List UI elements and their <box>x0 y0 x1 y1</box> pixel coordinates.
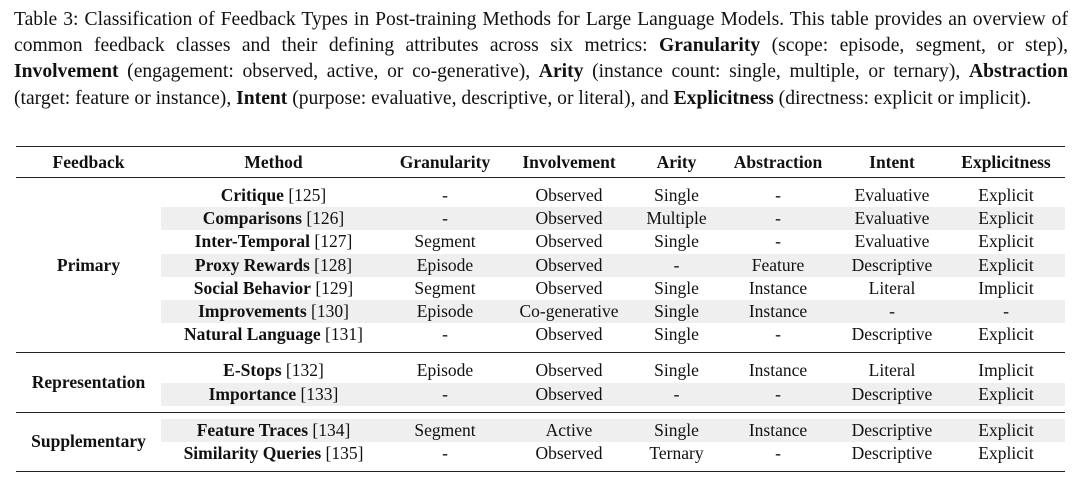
feedback-group-label: Primary <box>16 184 161 346</box>
caption-arity-term: Arity <box>538 61 584 83</box>
caption-granularity-term: Granularity <box>658 35 761 57</box>
granularity-cell: - <box>386 442 504 465</box>
method-name: Social Behavior <box>193 277 311 298</box>
header-granularity: Granularity <box>386 147 504 178</box>
table-caption <box>14 7 1068 112</box>
granularity-cell: Segment <box>386 230 504 253</box>
header-intent: Intent <box>837 147 947 178</box>
abstraction-cell: - <box>719 323 837 346</box>
abstraction-cell: - <box>719 383 837 406</box>
explicitness-cell: Explicit <box>947 230 1065 253</box>
arity-cell: - <box>634 254 719 277</box>
abstraction-cell: Instance <box>719 277 837 300</box>
granularity-cell: Episode <box>386 300 504 323</box>
method-cell <box>161 184 386 207</box>
intent-cell: Descriptive <box>837 254 947 277</box>
granularity-cell: - <box>386 383 504 406</box>
explicitness-cell: Explicit <box>947 184 1065 207</box>
method-cell <box>161 442 386 465</box>
abstraction-cell: - <box>719 442 837 465</box>
method-cell <box>161 419 386 442</box>
method-cell <box>161 230 386 253</box>
granularity-cell: - <box>386 323 504 346</box>
caption-abstraction-term: Abstraction <box>968 61 1068 83</box>
intent-cell: Evaluative <box>837 184 947 207</box>
granularity-cell: Episode <box>386 254 504 277</box>
table-row <box>16 419 1065 442</box>
method-cell <box>161 323 386 346</box>
table-row <box>16 300 1065 323</box>
abstraction-cell: Instance <box>719 300 837 323</box>
involvement-cell: Co-generative <box>504 300 634 323</box>
table-body <box>16 178 1065 473</box>
table-row <box>16 230 1065 253</box>
granularity-cell: Episode <box>386 359 504 382</box>
caption-involvement-desc: (engagement: observed, active, or co-generative), <box>118 61 539 83</box>
method-citation: [134] <box>308 419 351 440</box>
method-name: Importance <box>208 383 297 404</box>
header-involvement: Involvement <box>504 147 634 178</box>
method-name: Feature Traces <box>196 419 308 440</box>
method-citation: [132] <box>281 360 324 381</box>
granularity-cell: - <box>386 184 504 207</box>
arity-cell: - <box>634 383 719 406</box>
table-row <box>16 359 1065 382</box>
method-name: Critique <box>220 185 284 205</box>
arity-cell: Single <box>634 230 719 253</box>
abstraction-cell: - <box>719 184 837 207</box>
involvement-cell: Observed <box>504 323 634 346</box>
involvement-cell: Observed <box>504 207 634 230</box>
involvement-cell: Observed <box>504 184 634 207</box>
caption-intro: Table 3: Classification of Feedback Types in Post-training Methods for Large Language Models. This table provides an overview of common feedback classes and their defining attributes across six metrics: <box>14 9 1068 57</box>
method-citation: [131] <box>320 324 363 345</box>
method-cell <box>161 383 386 406</box>
caption-explicitness-desc: (directness: explicit or implicit). <box>773 87 1032 109</box>
header-method: Method <box>161 147 386 178</box>
caption-intent-term: Intent <box>236 87 288 109</box>
arity-cell: Single <box>634 419 719 442</box>
caption-explicitness-term: Explicitness <box>673 87 774 109</box>
involvement-cell: Observed <box>504 359 634 382</box>
header-row <box>16 147 1065 178</box>
method-name: Comparisons <box>202 208 302 229</box>
abstraction-cell: Feature <box>719 254 837 277</box>
explicitness-cell: Explicit <box>947 419 1065 442</box>
header-abstraction: Abstraction <box>719 147 837 178</box>
granularity-cell: Segment <box>386 419 504 442</box>
table-row <box>16 277 1065 300</box>
feedback-group-label: Supplementary <box>16 419 161 465</box>
explicitness-cell: Explicit <box>947 207 1065 230</box>
caption-involvement-term: Involvement <box>14 61 119 83</box>
table-row <box>16 323 1065 346</box>
abstraction-cell: - <box>719 230 837 253</box>
header-explicitness: Explicitness <box>947 147 1065 178</box>
intent-cell: Literal <box>837 277 947 300</box>
caption-arity-desc: (instance count: single, multiple, or ternary), <box>583 61 969 83</box>
method-name: Proxy Rewards <box>194 254 310 275</box>
feedback-classification-table <box>16 146 1065 472</box>
bottom-rule-cell <box>16 472 1065 473</box>
arity-cell: Single <box>634 300 719 323</box>
intent-cell: Evaluative <box>837 230 947 253</box>
explicitness-cell: Explicit <box>947 254 1065 277</box>
table-row <box>16 207 1065 230</box>
abstraction-cell: Instance <box>719 359 837 382</box>
involvement-cell: Active <box>504 419 634 442</box>
table-header <box>16 147 1065 178</box>
method-cell <box>161 300 386 323</box>
intent-cell: Literal <box>837 359 947 382</box>
bottom-rule <box>16 472 1065 473</box>
method-citation: [125] <box>283 185 327 205</box>
header-arity: Arity <box>634 147 719 178</box>
method-cell <box>161 254 386 277</box>
method-citation: [128] <box>309 254 353 275</box>
caption-intent-desc: (purpose: evaluative, descriptive, or literal), and <box>287 87 674 109</box>
arity-cell: Single <box>634 184 719 207</box>
method-name: E-Stops <box>223 360 282 381</box>
method-cell <box>161 207 386 230</box>
method-citation: [130] <box>306 301 349 322</box>
explicitness-cell: Implicit <box>947 359 1065 382</box>
method-cell <box>161 359 386 382</box>
method-citation: [126] <box>301 208 345 229</box>
involvement-cell: Observed <box>504 383 634 406</box>
feedback-group-label: Representation <box>16 359 161 405</box>
intent-cell: Descriptive <box>837 442 947 465</box>
method-name: Inter-Temporal <box>194 231 311 252</box>
table-row <box>16 254 1065 277</box>
method-cell <box>161 277 386 300</box>
granularity-cell: Segment <box>386 277 504 300</box>
intent-cell: Descriptive <box>837 323 947 346</box>
involvement-cell: Observed <box>504 277 634 300</box>
explicitness-cell: Explicit <box>947 323 1065 346</box>
arity-cell: Multiple <box>634 207 719 230</box>
arity-cell: Single <box>634 359 719 382</box>
method-name: Natural Language <box>184 324 321 345</box>
method-citation: [135] <box>321 443 364 464</box>
arity-cell: Ternary <box>634 442 719 465</box>
abstraction-cell: - <box>719 207 837 230</box>
table-row <box>16 383 1065 406</box>
method-citation: [127] <box>310 231 353 252</box>
explicitness-cell: Implicit <box>947 277 1065 300</box>
caption-granularity-desc: (scope: episode, segment, or step), <box>760 35 1069 57</box>
method-name: Similarity Queries <box>183 443 322 464</box>
method-name: Improvements <box>198 301 307 322</box>
explicitness-cell: - <box>947 300 1065 323</box>
table-row <box>16 184 1065 207</box>
abstraction-cell: Instance <box>719 419 837 442</box>
involvement-cell: Observed <box>504 442 634 465</box>
table-row <box>16 442 1065 465</box>
intent-cell: Descriptive <box>837 383 947 406</box>
involvement-cell: Observed <box>504 230 634 253</box>
method-citation: [133] <box>296 383 339 404</box>
intent-cell: Descriptive <box>837 419 947 442</box>
granularity-cell: - <box>386 207 504 230</box>
caption-abstraction-desc: (target: feature or instance), <box>14 87 237 109</box>
method-citation: [129] <box>310 277 354 298</box>
explicitness-cell: Explicit <box>947 383 1065 406</box>
intent-cell: - <box>837 300 947 323</box>
explicitness-cell: Explicit <box>947 442 1065 465</box>
arity-cell: Single <box>634 277 719 300</box>
intent-cell: Evaluative <box>837 207 947 230</box>
involvement-cell: Observed <box>504 254 634 277</box>
arity-cell: Single <box>634 323 719 346</box>
header-feedback: Feedback <box>16 147 161 178</box>
